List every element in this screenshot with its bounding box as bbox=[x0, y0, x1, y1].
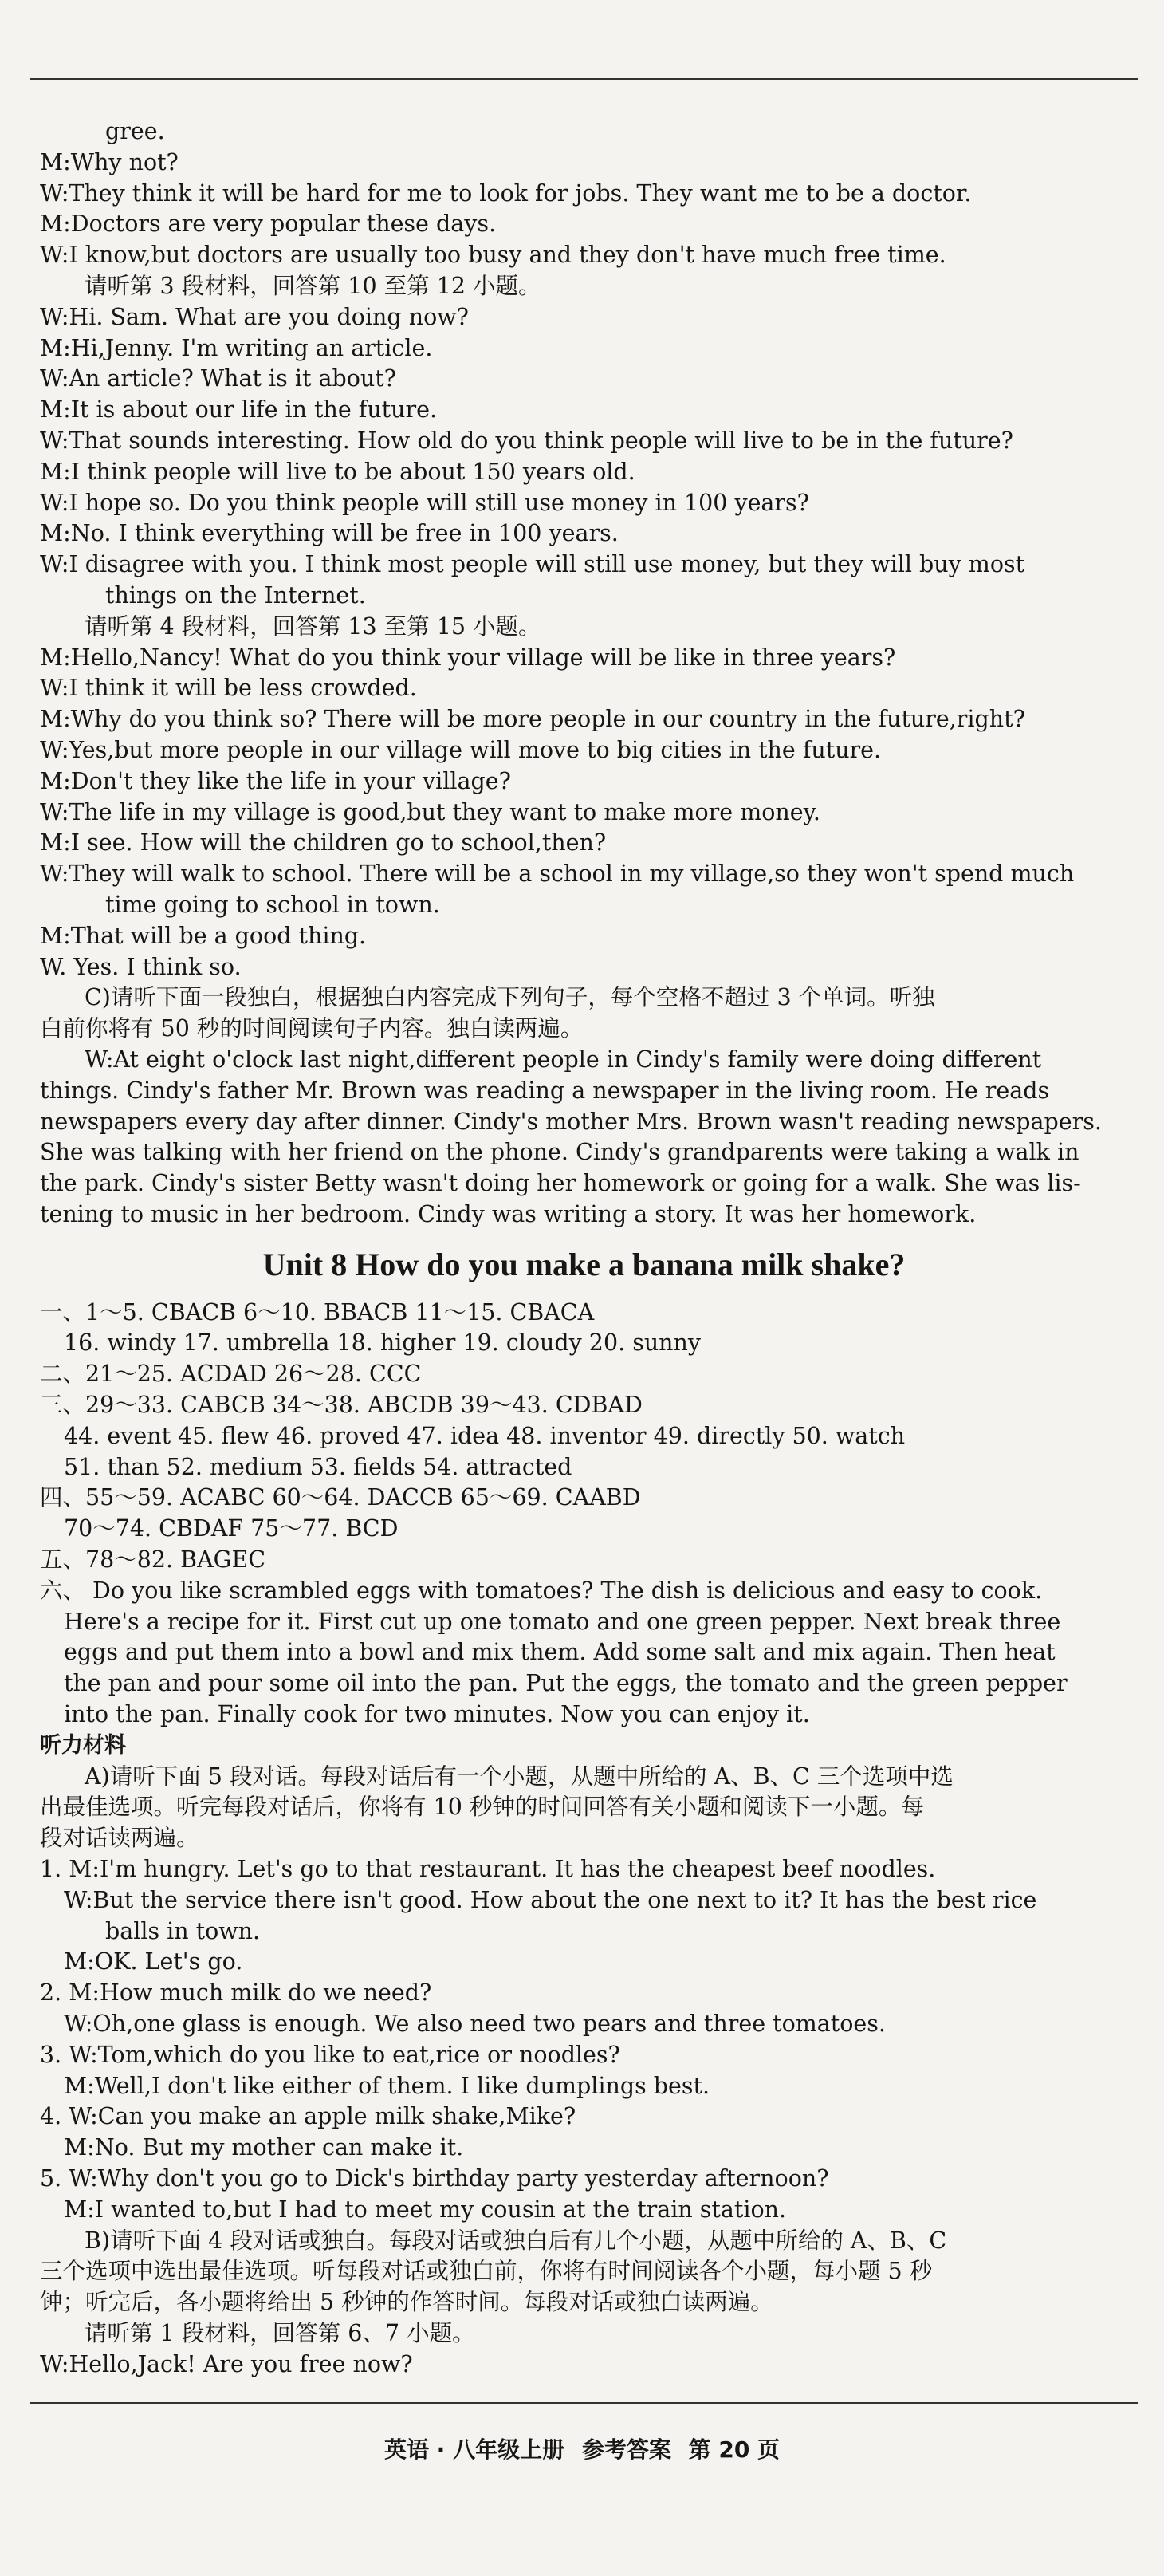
top-rule bbox=[30, 78, 1138, 80]
transcript-line: B)请听下面 4 段对话或独白。每段对话或独白后有几个小题，从题中所给的 A、B、C bbox=[85, 2227, 947, 2254]
transcript-line: M:Hello,Nancy! What do you think your village will be like in three years? bbox=[40, 644, 896, 671]
transcript-line: time going to school in town. bbox=[105, 891, 440, 918]
transcript-line: M:Don't they like the life in your village? bbox=[40, 767, 511, 794]
transcript-line: M:That will be a good thing. bbox=[40, 922, 367, 949]
transcript-line: M:I think people will live to be about 150 years old. bbox=[40, 458, 635, 485]
transcript-line: 4. W:Can you make an apple milk shake,Mike? bbox=[40, 2103, 576, 2130]
transcript-line: W:At eight o'clock last night,different people in Cindy's family were doing different bbox=[85, 1046, 1042, 1073]
transcript-line: W:Hi. Sam. What are you doing now? bbox=[40, 303, 469, 330]
transcript-line: 出最佳选项。听完每段对话后，你将有 10 秒钟的时间回答有关小题和阅读下一小题。每 bbox=[40, 1794, 924, 1821]
footer-page-number: 第 20 页 bbox=[688, 2436, 781, 2463]
page-content bbox=[40, 116, 1128, 2381]
transcript-line: tening to music in her bedroom. Cindy was writing a story. It was her homework. bbox=[40, 1200, 977, 1227]
answer-line: 二、21～25. ACDAD 26～28. CCC bbox=[40, 1361, 422, 1388]
transcript-line: 白前你将有 50 秒的时间阅读句子内容。独白读两遍。 bbox=[40, 1015, 584, 1042]
answer-line: 51. than 52. medium 53. fields 54. attracted bbox=[64, 1453, 572, 1480]
answer-line: 四、55～59. ACABC 60～64. DACCB 65～69. CAABD bbox=[40, 1484, 641, 1511]
transcript-line: W:But the service there isn't good. How about the one next to it? It has the best rice bbox=[64, 1886, 1037, 1913]
transcript-line: 2. M:How much milk do we need? bbox=[40, 1979, 432, 2007]
transcript-line: things. Cindy's father Mr. Brown was reading a newspaper in the living room. He reads bbox=[40, 1077, 1050, 1104]
transcript-line: W:They think it will be hard for me to look for jobs. They want me to be a doctor. bbox=[40, 179, 972, 207]
transcript-line: M:OK. Let's go. bbox=[64, 1948, 243, 1975]
transcript-line: M:Doctors are very popular these days. bbox=[40, 211, 497, 238]
transcript-line: M:It is about our life in the future. bbox=[40, 396, 438, 423]
transcript-line: W. Yes. I think so. bbox=[40, 953, 242, 980]
transcript-line: 段对话读两遍。 bbox=[40, 1825, 199, 1852]
answer-line: 44. event 45. flew 46. proved 47. idea 48. inventor 49. directly 50. watch bbox=[64, 1422, 906, 1449]
answer-line: 70～74. CBDAF 75～77. BCD bbox=[64, 1515, 399, 1542]
answer-line: the pan and pour some oil into the pan. Put the eggs, the tomato and the green pepper bbox=[64, 1670, 1068, 1697]
footer-subject: 英语 · 八年级上册 bbox=[383, 2436, 565, 2463]
footer-section: 参考答案 bbox=[581, 2436, 671, 2463]
transcript-line: M:Hi,Jenny. I'm writing an article. bbox=[40, 334, 433, 361]
transcript-line: M:No. I think everything will be free in 100 years. bbox=[40, 520, 619, 547]
transcript-line: 3. W:Tom,which do you like to eat,rice or noodles? bbox=[40, 2041, 620, 2068]
transcript-line: W:They will walk to school. There will be a school in my village,so they won't spend much bbox=[40, 861, 1075, 888]
transcript-line: W:The life in my village is good,but they want to make more money. bbox=[40, 798, 820, 825]
answer-line: 16. windy 17. umbrella 18. higher 19. cloudy 20. sunny bbox=[64, 1329, 701, 1357]
transcript-line: M:Why not? bbox=[40, 148, 179, 175]
transcript-line: 1. M:I'm hungry. Let's go to that restaurant. It has the cheapest beef noodles. bbox=[40, 1856, 936, 1883]
transcript-line: M:Why do you think so? There will be more people in our country in the future,right? bbox=[40, 706, 1025, 733]
answer-line: 三、29～33. CABCB 34～38. ABCDB 39～43. CDBAD bbox=[40, 1392, 643, 1419]
transcript-line: W:Oh,one glass is enough. We also need two pears and three tomatoes. bbox=[64, 2011, 886, 2038]
transcript-line: 钟；听完后，各小题将给出 5 秒钟的作答时间。每段对话或独白读两遍。 bbox=[40, 2289, 773, 2316]
answer-line: into the pan. Finally cook for two minutes. Now you can enjoy it. bbox=[64, 1701, 810, 1728]
transcript-line: the park. Cindy's sister Betty wasn't doing her homework or going for a walk. She was lis- bbox=[40, 1170, 1081, 1197]
transcript-line: 三个选项中选出最佳选项。听每段对话或独白前，你将有时间阅读各个小题，每小题 5 秒 bbox=[40, 2258, 933, 2285]
transcript-line: A)请听下面 5 段对话。每段对话后有一个小题，从题中所给的 A、B、C 三个选项中选 bbox=[85, 1763, 954, 1790]
listening-transcript-continued bbox=[40, 116, 1128, 1231]
answer-line: Here's a recipe for it. First cut up one tomato and one green pepper. Next break three bbox=[64, 1608, 1061, 1635]
listening-transcript bbox=[40, 1762, 1128, 2381]
transcript-line: 请听第 3 段材料，回答第 10 至第 12 小题。 bbox=[85, 272, 541, 299]
transcript-line: 5. W:Why don't you go to Dick's birthday party yesterday afternoon? bbox=[40, 2165, 829, 2192]
transcript-line: M:I see. How will the children go to school,then? bbox=[40, 829, 607, 857]
transcript-line: W:An article? What is it about? bbox=[40, 365, 396, 392]
answer-line: 六、 Do you like scrambled eggs with tomatoes? The dish is delicious and easy to cook. bbox=[40, 1577, 1043, 1604]
answer-key bbox=[40, 1298, 1128, 1731]
transcript-line: 请听第 1 段材料，回答第 6、7 小题。 bbox=[85, 2319, 475, 2346]
transcript-line: She was talking with her friend on the phone. Cindy's grandparents were taking a walk in bbox=[40, 1139, 1079, 1166]
transcript-line: M:I wanted to,but I had to meet my cousin at the train station. bbox=[64, 2196, 787, 2223]
transcript-line: 请听第 4 段材料，回答第 13 至第 15 小题。 bbox=[85, 612, 541, 640]
transcript-line: W:I disagree with you. I think most people will still use money, but they will buy most bbox=[40, 551, 1025, 578]
transcript-line: W:Yes,but more people in our village will move to big cities in the future. bbox=[40, 736, 882, 763]
transcript-line: newspapers every day after dinner. Cindy's mother Mrs. Brown wasn't reading newspapers. bbox=[40, 1108, 1102, 1135]
answer-line: eggs and put them into a bowl and mix them. Add some salt and mix again. Then heat bbox=[64, 1639, 1056, 1666]
answer-line: 一、1～5. CBACB 6～10. BBACB 11～15. CBACA bbox=[40, 1298, 595, 1325]
transcript-line: C)请听下面一段独白，根据独白内容完成下列句子，每个空格不超过 3 个单词。听独 bbox=[85, 984, 935, 1011]
transcript-line: W:Hello,Jack! Are you free now? bbox=[40, 2350, 413, 2377]
listening-heading: 听力材料 bbox=[40, 1732, 126, 1758]
transcript-line: W:I know,but doctors are usually too busy and they don't have much free time. bbox=[40, 242, 946, 269]
transcript-line: M:Well,I don't like either of them. I like dumplings best. bbox=[64, 2072, 710, 2099]
transcript-line: gree. bbox=[105, 118, 165, 144]
transcript-line: things on the Internet. bbox=[105, 581, 366, 609]
unit-title: Unit 8 How do you make a banana milk shake? bbox=[262, 1246, 906, 1282]
page-footer bbox=[0, 2432, 1164, 2464]
bottom-rule bbox=[30, 2402, 1138, 2404]
transcript-line: W:I hope so. Do you think people will still use money in 100 years? bbox=[40, 489, 809, 516]
transcript-line: M:No. But my mother can make it. bbox=[64, 2134, 464, 2161]
transcript-line: W:I think it will be less crowded. bbox=[40, 675, 417, 702]
transcript-line: balls in town. bbox=[105, 1917, 261, 1944]
answer-line: 五、78～82. BAGEC bbox=[40, 1546, 266, 1574]
transcript-line: W:That sounds interesting. How old do you think people will live to be in the future? bbox=[40, 427, 1013, 454]
